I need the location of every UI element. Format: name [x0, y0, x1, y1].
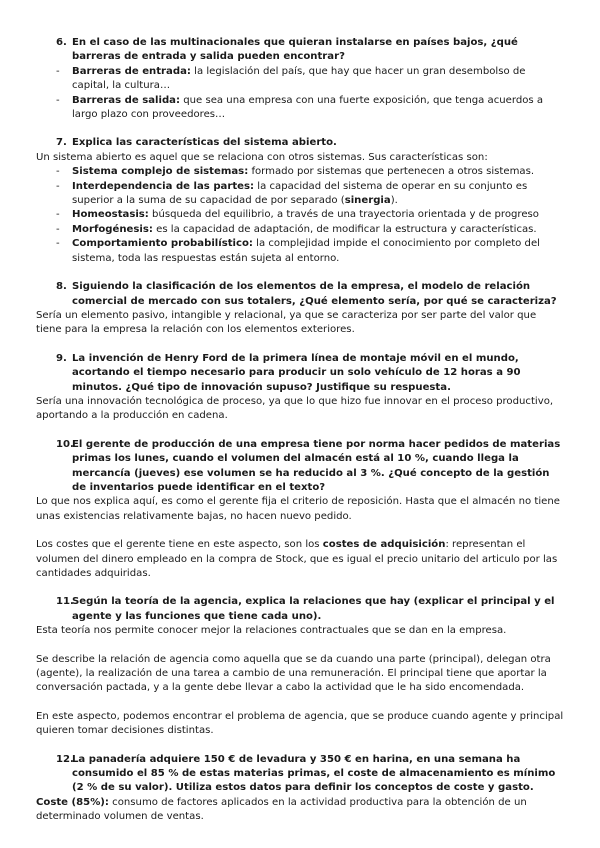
answer-text: consumo de factores aplicados en la actividad productiva para la obtención de un determinado volumen de ventas.	[36, 796, 527, 823]
bullet-term: Comportamiento probabilístico:	[72, 238, 253, 250]
question-8-heading	[36, 280, 564, 309]
bullet-text: formado por sistemas que pertenecen a otros sistemas.	[248, 166, 535, 178]
document-page	[36, 36, 564, 825]
list-item	[36, 237, 564, 266]
question-text: La invención de Henry Ford de la primera línea de montaje móvil en el mundo, acortando el tiempo necesario para producir un solo vehículo de 12 horas a 90 minutos. ¿Qué tipo de innovación supuso? Justifique su respuesta.	[72, 352, 521, 393]
answer-term: costes de adquisición	[322, 539, 446, 551]
answer-paragraph: Sería un elemento pasivo, intangible y relacional, ya que se caracteriza por ser parte del valor que tiene para la empresa la relación con los elementos exteriores.	[36, 309, 537, 336]
answer-paragraph	[36, 796, 564, 825]
bullet-term: Interdependencia de las partes:	[72, 180, 255, 192]
question-7-bullets	[36, 165, 564, 266]
bullet-text: es la capacidad de adaptación, de modificar la estructura y características.	[152, 223, 537, 235]
list-item	[36, 165, 564, 179]
answer-paragraph: Un sistema abierto es aquel que se relaciona con otros sistemas. Sus características son:	[36, 151, 488, 163]
question-text: El gerente de producción de una empresa tiene por norma hacer pedidos de materias primas los lunes, cuando el volumen del almacén está al 10 %, cuando llega la mercancía (jueves) ese volumen se ha reducido al 3 %. ¿Qué concepto de la gestión de inventarios puede identificar en el texto?	[72, 438, 561, 493]
question-text: La panadería adquiere 150 € de levadura y 350 € en harina, en una semana ha consumido el 85 % de estas materias primas, el coste de almacenamiento es mínimo (2 % de su valor). Utiliza estos datos para definir los conceptos de coste y gasto.	[72, 753, 556, 794]
bullet-text: la legislación del país, que hay que hacer un gran desembolso de capital, la cultura…	[72, 65, 526, 92]
bullet-term: Homeostasis:	[72, 209, 149, 221]
question-text: Explica las características del sistema abierto.	[72, 137, 337, 149]
bullet-dash: -	[56, 166, 60, 178]
question-11-heading	[36, 595, 564, 624]
answer-paragraph: Esta teoría nos permite conocer mejor la relaciones contractuales que se dan en la empresa.	[36, 625, 507, 637]
bullet-dash: -	[56, 94, 60, 106]
bullet-text: búsqueda del equilibrio, a través de una trayectoria orientada y de progreso	[148, 209, 539, 221]
bullet-text: la capacidad del sistema de operar en su conjunto es superior a la suma de su capacidad de por separado (	[72, 180, 528, 207]
bullet-term-inline: sinergia	[344, 195, 391, 207]
question-text: En el caso de las multinacionales que quieran instalarse en países bajos, ¿qué barreras de entrada y salida pueden encontrar?	[72, 37, 518, 63]
bullet-dash: -	[56, 223, 60, 235]
answer-paragraph: Lo que nos explica aquí, es como el gerente fija el criterio de reposición. Hasta que el almacén no tiene unas existencias relativamente bajas, no hacen nuevo pedido.	[36, 496, 560, 522]
bullet-term: Barreras de salida:	[72, 94, 181, 106]
question-text: Según la teoría de la agencia, explica la relaciones que hay (explicar el principal y el agente y las funciones que tiene cada uno).	[72, 596, 555, 622]
list-item	[36, 208, 564, 222]
answer-text: : representan el volumen del dinero empleado en la compra de Stock, que es igual el precio unitario del articulo por las cantidades adquiridas.	[36, 539, 558, 579]
answer-term: Coste (85%):	[36, 796, 109, 808]
question-number: 7.	[56, 137, 67, 149]
question-10-heading	[36, 438, 564, 496]
bullet-term: Morfogénesis:	[72, 223, 153, 235]
question-number: 6.	[56, 37, 67, 48]
question-7-heading	[36, 136, 564, 150]
bullet-dash: -	[56, 65, 60, 77]
answer-paragraph: Se describe la relación de agencia como aquella que se da cuando una parte (principal), delegan otra (agente), la realización de una tarea a cambio de una remuneración. El principal tiene que aportar la conversación pactada, y a la gente debe llevar a cabo la actividad que le ha sido encomendada.	[36, 653, 551, 694]
question-number: 8.	[56, 281, 67, 293]
list-item	[36, 223, 564, 237]
question-6-bullets	[36, 65, 564, 123]
list-item	[36, 94, 564, 123]
question-number: 10.	[56, 438, 74, 450]
answer-text: Los costes que el gerente tiene en este aspecto, son los	[36, 539, 323, 551]
bullet-term: Sistema complejo de sistemas:	[72, 166, 249, 178]
bullet-dash: -	[56, 180, 60, 192]
answer-paragraph: En este aspecto, podemos encontrar el problema de agencia, que se produce cuando agente y principal quieren tomar decisiones distintas.	[36, 710, 564, 737]
question-text: Siguiendo la clasificación de los elementos de la empresa, el modelo de relación comercial de mercado con sus totalers, ¿Qué elemento sería, por qué se caracteriza?	[72, 281, 557, 307]
bullet-dash: -	[56, 209, 60, 221]
bullet-text: que sea una empresa con una fuerte exposición, que tenga acuerdos a largo plazo con proveedores…	[72, 94, 544, 121]
question-6-heading	[36, 36, 564, 65]
question-12-heading	[36, 753, 564, 796]
answer-paragraph: Sería una innovación tecnológica de proceso, ya que lo que hizo fue innovar en el proceso productivo, aportando a la producción en cadena.	[36, 395, 554, 422]
bullet-term: Barreras de entrada:	[72, 65, 191, 77]
question-number: 12.	[56, 753, 74, 765]
list-item	[36, 65, 564, 94]
bullet-dash: -	[56, 238, 60, 250]
question-number: 9.	[56, 352, 67, 364]
answer-paragraph	[36, 538, 564, 581]
bullet-text: la complejidad impide el conocimiento por completo del sistema, toda las respuestas están sujeta al entorno.	[72, 238, 540, 264]
question-number: 11.	[56, 596, 74, 608]
bullet-text-tail: ).	[390, 195, 398, 207]
question-9-heading	[36, 352, 564, 395]
list-item	[36, 180, 564, 209]
